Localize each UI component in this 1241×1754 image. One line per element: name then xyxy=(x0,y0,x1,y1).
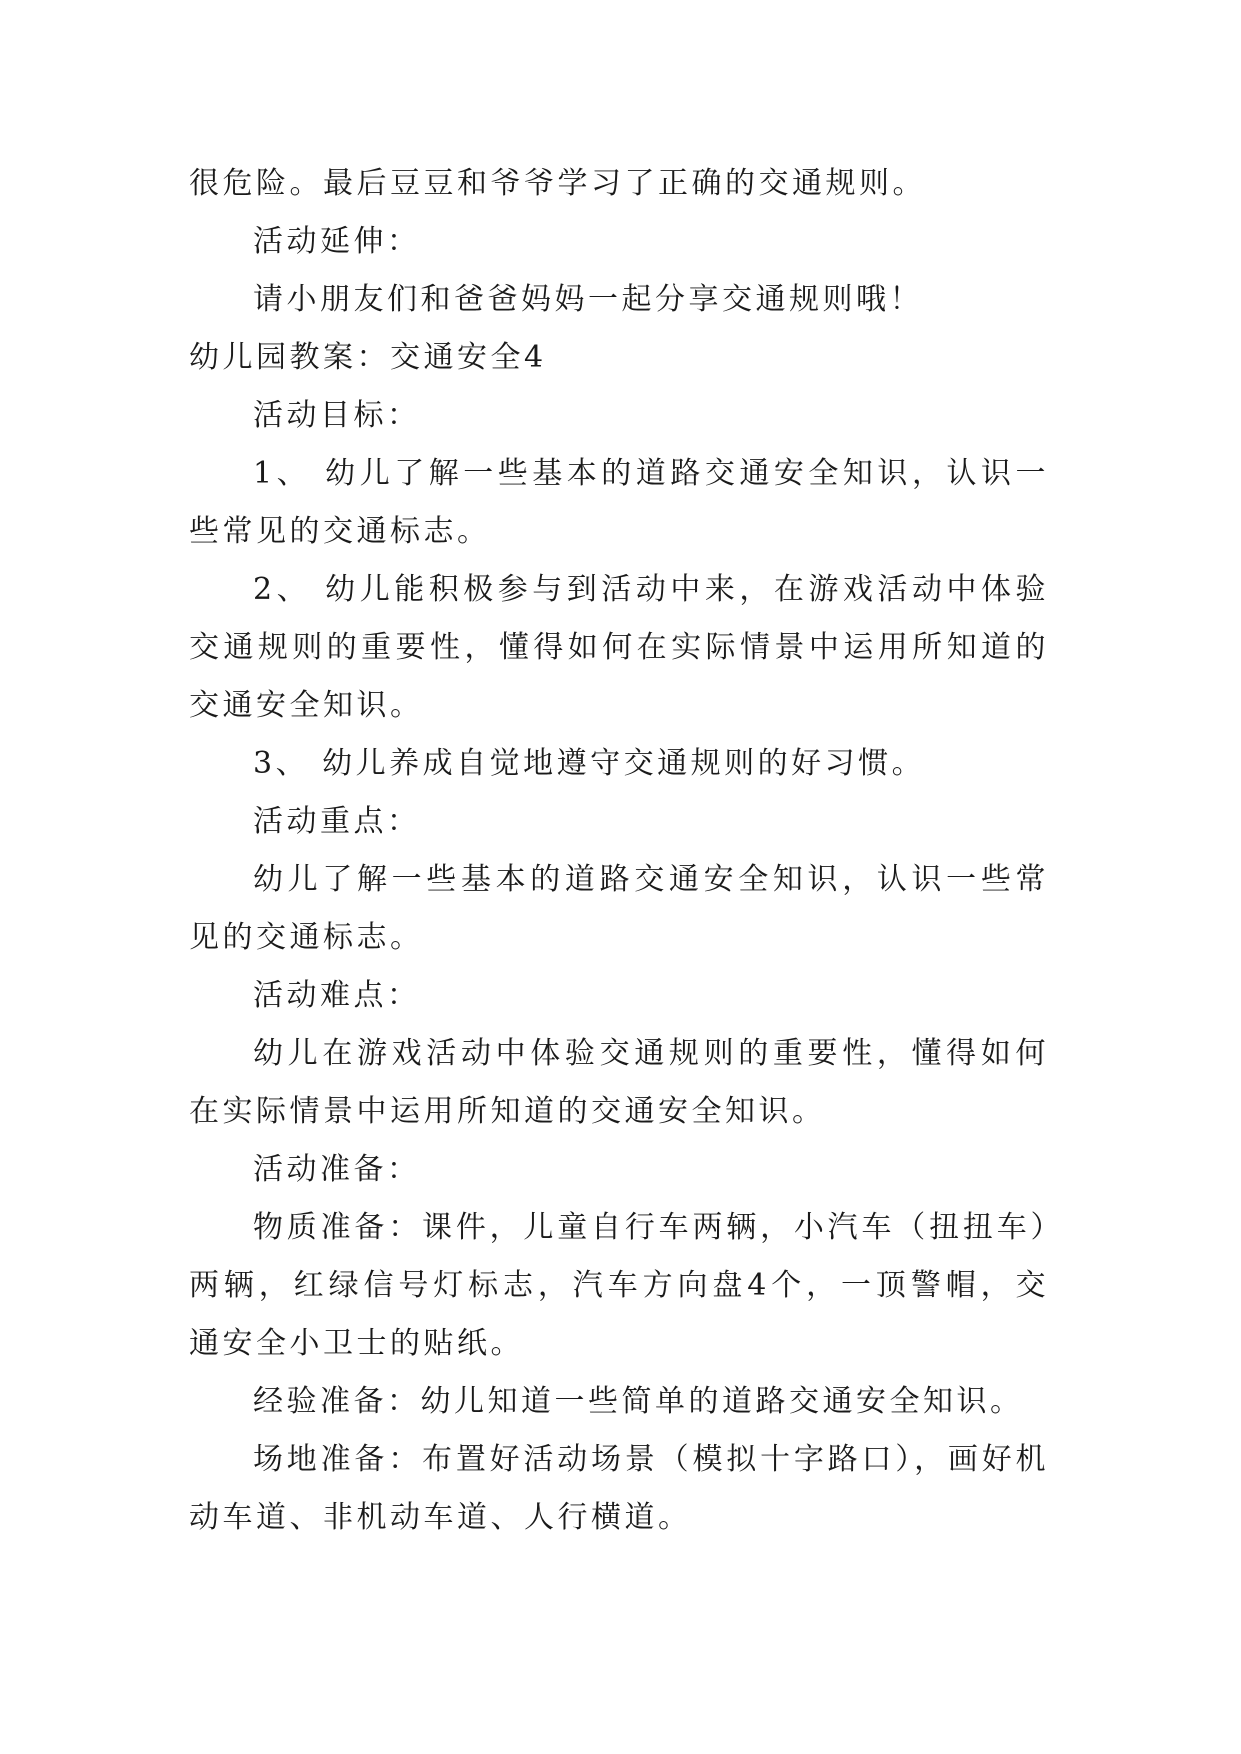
heading-activity-goals: 活动目标： xyxy=(253,398,421,433)
section-title: 幼儿园教案：交通安全4 xyxy=(189,340,547,375)
heading-preparation: 活动准备： xyxy=(253,1152,421,1187)
goal-item-1: 1、 幼儿了解一些基本的道路交通安全知识，认识一些常见的交通标志。 xyxy=(189,456,1049,549)
document-body xyxy=(189,155,1049,1547)
goal-item-2: 2、 幼儿能积极参与到活动中来，在游戏活动中体验交通规则的重要性，懂得如何在实际情景中运用所知道的交通安全知识。 xyxy=(189,572,1049,723)
heading-difficulties: 活动难点： xyxy=(253,978,421,1013)
paragraph-material-prep: 物质准备：课件，儿童自行车两辆，小汽车（扭扭车）两辆，红绿信号灯标志，汽车方向盘4个，一顶警帽，交通安全小卫士的贴纸。 xyxy=(189,1210,1049,1361)
paragraph-difficulties: 幼儿在游戏活动中体验交通规则的重要性，懂得如何在实际情景中运用所知道的交通安全知识。 xyxy=(189,1036,1049,1129)
heading-activity-extension: 活动延伸： xyxy=(253,224,421,259)
paragraph-experience-prep: 经验准备：幼儿知道一些简单的道路交通安全知识。 xyxy=(253,1384,1024,1419)
paragraph-continuation: 很危险。最后豆豆和爷爷学习了正确的交通规则。 xyxy=(189,166,926,201)
paragraph-key-points: 幼儿了解一些基本的道路交通安全知识，认识一些常见的交通标志。 xyxy=(189,862,1049,955)
heading-key-points: 活动重点： xyxy=(253,804,421,839)
paragraph-venue-prep: 场地准备：布置好活动场景（模拟十字路口），画好机动车道、非机动车道、人行横道。 xyxy=(189,1442,1049,1535)
goal-item-3: 3、 幼儿养成自觉地遵守交通规则的好习惯。 xyxy=(253,746,926,781)
paragraph-extension-text: 请小朋友们和爸爸妈妈一起分享交通规则哦！ xyxy=(253,282,923,317)
